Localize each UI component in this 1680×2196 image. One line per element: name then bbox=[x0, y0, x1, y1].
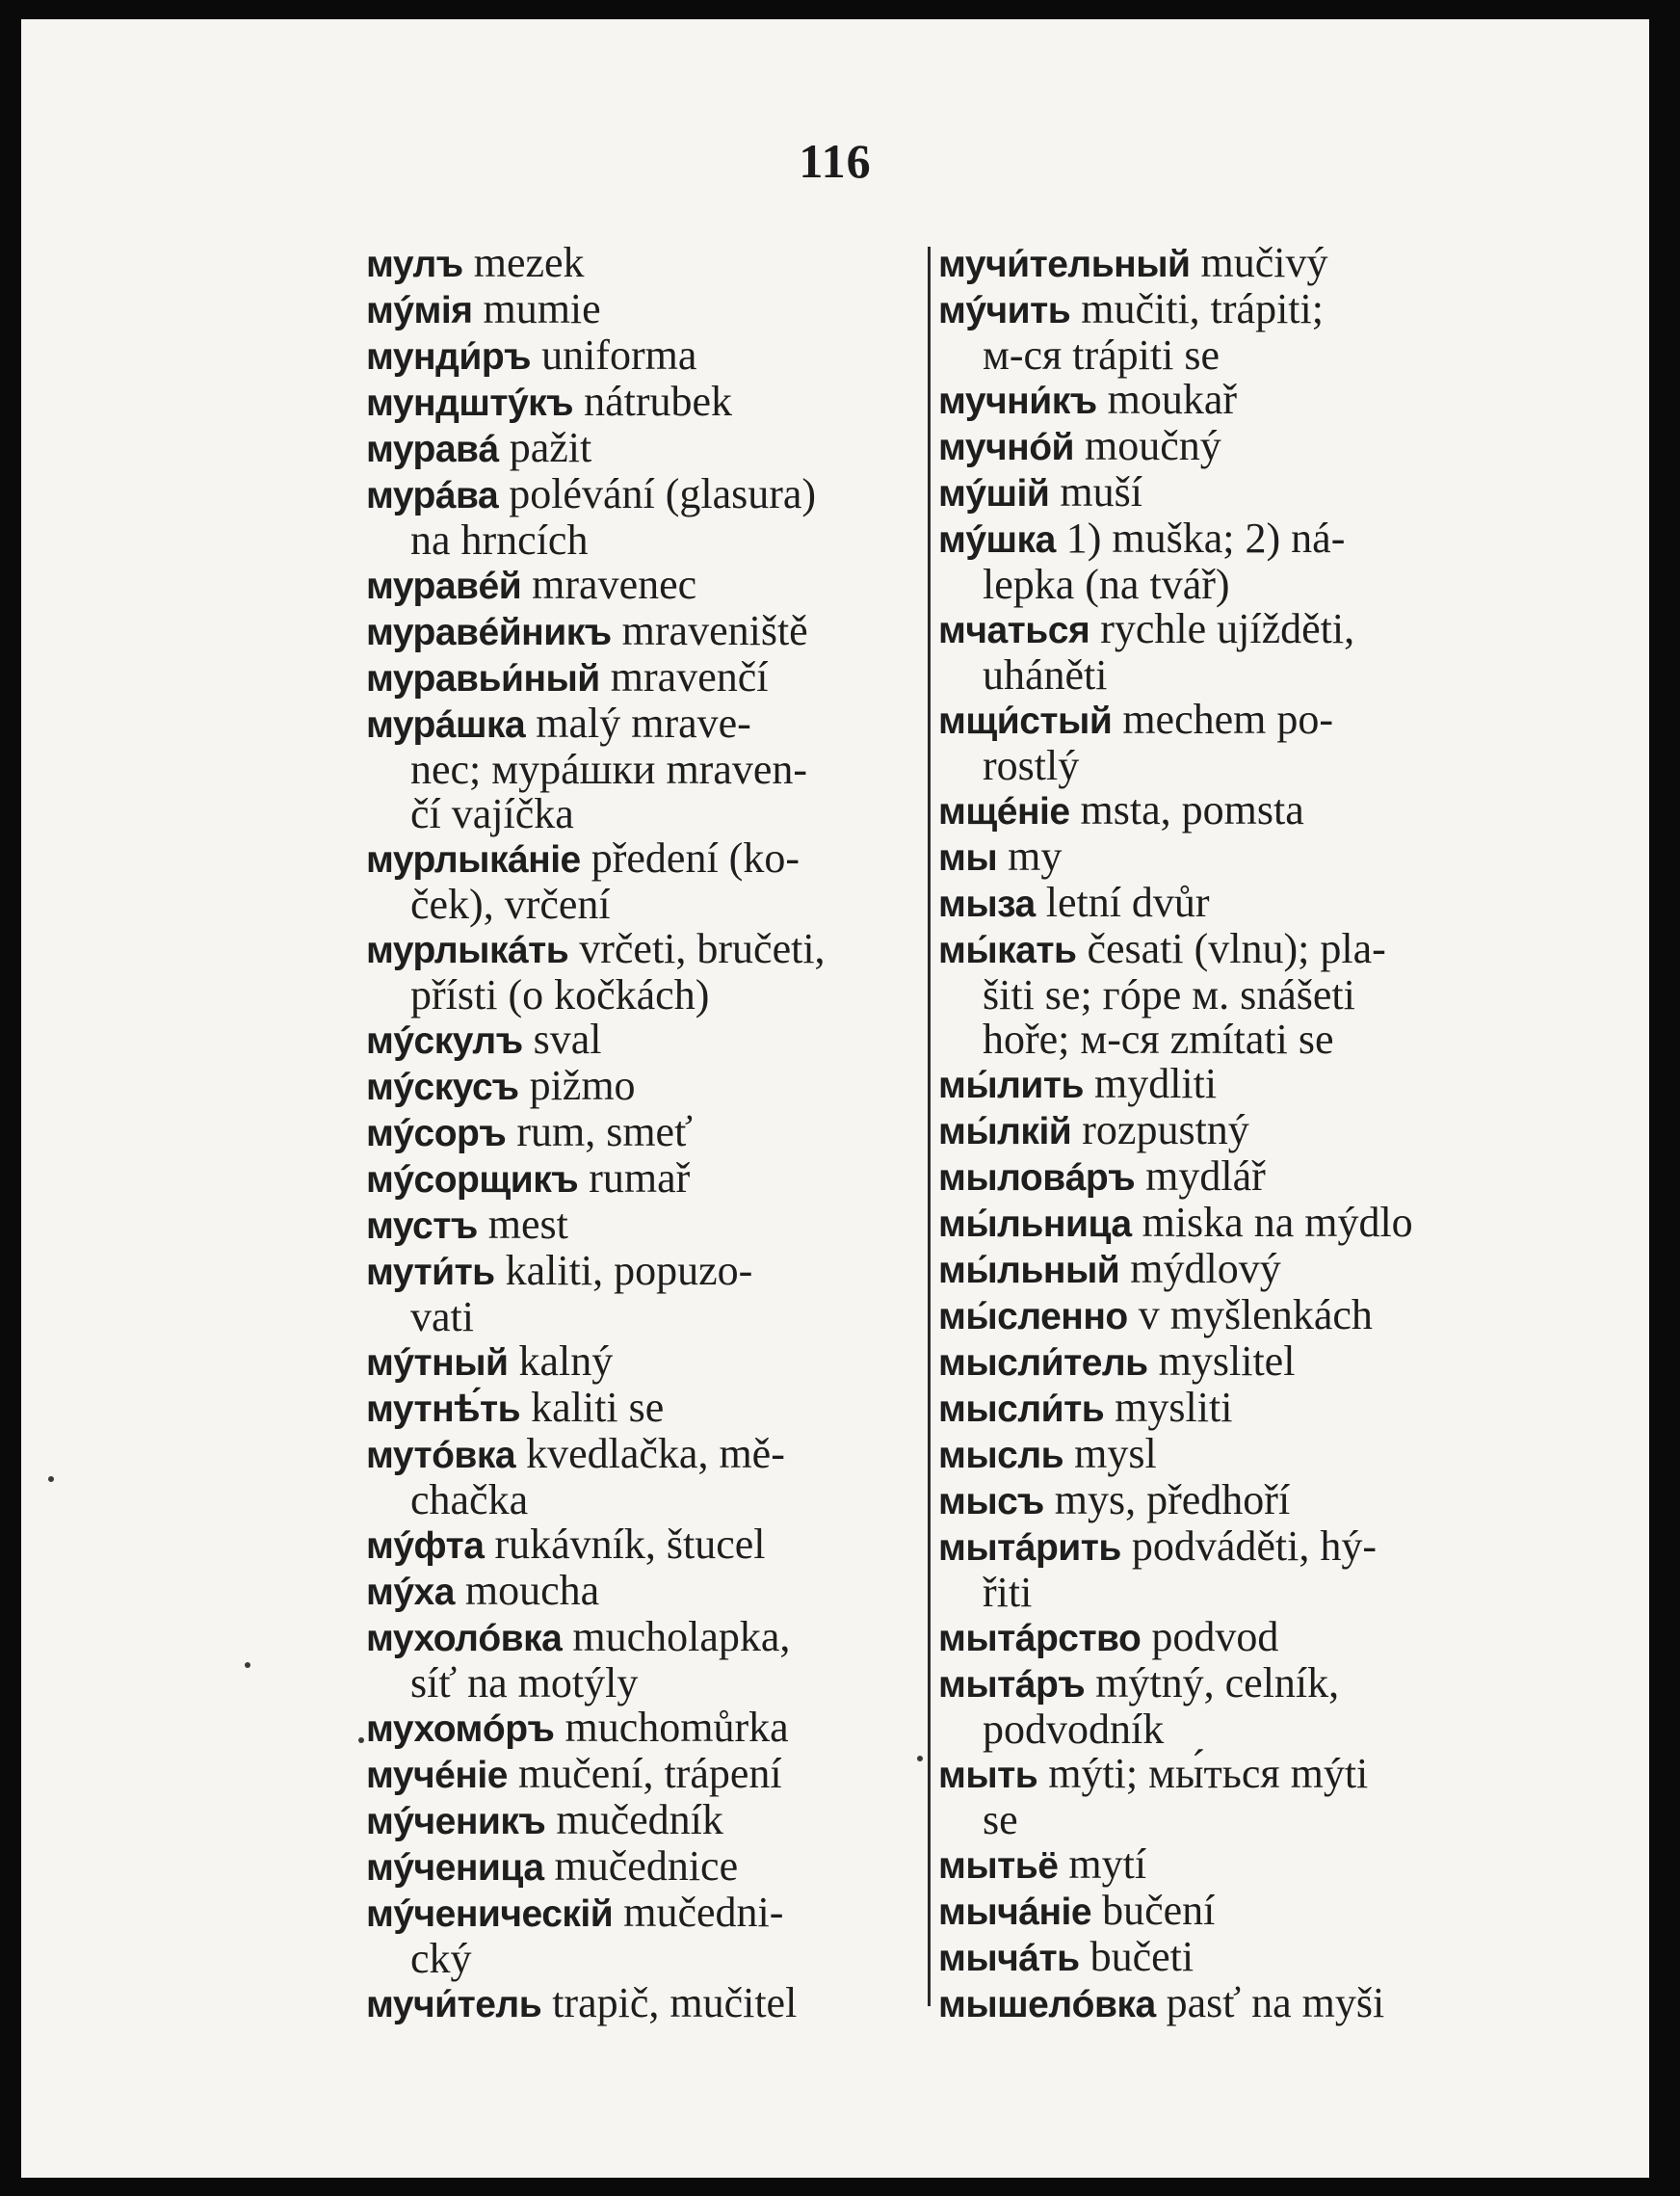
translation: myslitel bbox=[1158, 1337, 1296, 1385]
translation: malý mrave- bbox=[536, 700, 751, 747]
dictionary-entry bbox=[366, 1110, 944, 1156]
headword: муравéй bbox=[366, 566, 522, 607]
dictionary-entry bbox=[366, 609, 944, 655]
dictionary-entry bbox=[938, 1752, 1502, 1842]
translation-continuation: nec; мурáшки mraven- bbox=[410, 746, 808, 793]
translation: předení (ko- bbox=[591, 834, 800, 882]
dictionary-entry bbox=[366, 563, 944, 609]
dictionary-entry bbox=[938, 516, 1502, 607]
translation: muší bbox=[1060, 468, 1142, 516]
translation: sval bbox=[533, 1016, 602, 1063]
headword: мурáва bbox=[366, 475, 499, 516]
translation: vrčeti, bručeti, bbox=[579, 925, 826, 972]
headword: мы́лкій bbox=[938, 1111, 1072, 1152]
translation: mučednice bbox=[554, 1842, 739, 1890]
dictionary-entry bbox=[366, 1432, 944, 1522]
headword: мысли́ть bbox=[938, 1389, 1105, 1430]
headword: мышелóвка bbox=[938, 1984, 1156, 2025]
dictionary-entry bbox=[366, 1798, 944, 1844]
translation: rukávník, štucel bbox=[494, 1521, 766, 1568]
headword: мысль bbox=[938, 1435, 1064, 1476]
headword: муравьи́ный bbox=[366, 658, 600, 700]
translation: bučení bbox=[1102, 1887, 1216, 1934]
dictionary-entry bbox=[366, 472, 944, 563]
headword: мытáрить bbox=[938, 1527, 1121, 1569]
translation-continuation: se bbox=[983, 1796, 1018, 1843]
dictionary-entry bbox=[366, 655, 944, 701]
dictionary-entry bbox=[366, 1064, 944, 1110]
translation: polévání (glasura) bbox=[509, 470, 817, 517]
translation: moucha bbox=[464, 1567, 600, 1614]
right-column bbox=[938, 241, 1502, 2027]
headword: мýмія bbox=[366, 290, 473, 331]
dictionary-entry bbox=[938, 470, 1502, 516]
dictionary-entry bbox=[366, 241, 944, 287]
headword: муравá bbox=[366, 429, 499, 470]
dictionary-entry bbox=[938, 1842, 1502, 1889]
dictionary-entry bbox=[366, 1203, 944, 1249]
headword: мýченикъ bbox=[366, 1801, 546, 1842]
translation: nátrubek bbox=[584, 378, 733, 425]
translation: moučný bbox=[1085, 422, 1221, 469]
dictionary-entry bbox=[366, 836, 944, 927]
translation: mydliti bbox=[1093, 1060, 1218, 1107]
headword: мýченическій bbox=[366, 1893, 614, 1935]
dictionary-entry bbox=[366, 1249, 944, 1339]
dictionary-entry bbox=[938, 1981, 1502, 2027]
translation-continuation: chačka bbox=[410, 1476, 529, 1523]
translation-continuation: ček), vrčení bbox=[410, 881, 611, 928]
dictionary-entry bbox=[938, 1062, 1502, 1108]
headword: мýскусъ bbox=[366, 1067, 519, 1108]
translation-continuation: řiti bbox=[983, 1569, 1033, 1616]
dictionary-entry bbox=[366, 1018, 944, 1064]
headword: мýшій bbox=[938, 473, 1050, 515]
headword: мутнѣ́ть bbox=[366, 1389, 521, 1430]
dictionary-entry bbox=[366, 701, 944, 836]
dictionary-entry bbox=[366, 1706, 944, 1752]
translation-continuation: cký bbox=[410, 1935, 472, 1982]
translation-continuation: vati bbox=[410, 1293, 474, 1340]
translation: miska na mýdlo bbox=[1142, 1199, 1413, 1246]
translation: mraveniště bbox=[621, 607, 808, 654]
translation: mravenčí bbox=[610, 653, 769, 701]
headword: мýскулъ bbox=[366, 1020, 523, 1062]
translation-continuation: šiti se; гóре м. snášeti bbox=[983, 971, 1355, 1019]
dictionary-entry bbox=[366, 380, 944, 426]
translation: kaliti se bbox=[531, 1384, 665, 1431]
translation: mysliti bbox=[1115, 1384, 1233, 1431]
dictionary-entry bbox=[938, 834, 1502, 881]
headword: мутóвка bbox=[366, 1435, 516, 1476]
headword: мунди́ръ bbox=[366, 336, 532, 378]
translation: mučiti, trápiti; bbox=[1081, 285, 1324, 332]
translation: mysl bbox=[1074, 1430, 1157, 1477]
translation: mýdlový bbox=[1130, 1245, 1281, 1292]
translation-continuation: na hrncích bbox=[410, 516, 589, 564]
headword: мчаться bbox=[938, 610, 1090, 651]
translation: muchomůrka bbox=[564, 1704, 789, 1751]
translation: mest bbox=[487, 1201, 568, 1248]
headword: мыловáръ bbox=[938, 1157, 1136, 1199]
dictionary-entry bbox=[938, 1432, 1502, 1478]
translation: v myšlenkách bbox=[1138, 1291, 1373, 1338]
dictionary-entry bbox=[938, 287, 1502, 378]
translation: česati (vlnu); pla- bbox=[1087, 925, 1386, 972]
headword: мухолóвка bbox=[366, 1618, 563, 1659]
dictionary-page bbox=[21, 19, 1649, 2178]
translation: mucholapka, bbox=[572, 1613, 791, 1660]
translation-continuation: podvodník bbox=[983, 1706, 1165, 1753]
headword: мучи́тель bbox=[366, 1984, 542, 2025]
dictionary-entry bbox=[366, 426, 944, 472]
translation-continuation: síť na motýly bbox=[410, 1659, 639, 1707]
translation: mýtný, celník, bbox=[1095, 1659, 1340, 1707]
headword: мы bbox=[938, 837, 998, 879]
translation: rumař bbox=[589, 1154, 691, 1202]
headword: мундштýкъ bbox=[366, 383, 574, 424]
translation: pažit bbox=[509, 424, 592, 471]
dictionary-entry bbox=[366, 927, 944, 1018]
translation: my bbox=[1008, 833, 1063, 880]
headword: мучéніе bbox=[366, 1755, 508, 1796]
dictionary-entry bbox=[938, 927, 1502, 1062]
scan-speck bbox=[358, 1737, 364, 1743]
translation-continuation: rostlý bbox=[983, 742, 1080, 789]
headword: мýчить bbox=[938, 290, 1071, 331]
headword: мучнóй bbox=[938, 427, 1075, 468]
headword: мы́кать bbox=[938, 930, 1077, 971]
headword: мýха bbox=[366, 1572, 455, 1613]
scan-speck bbox=[245, 1662, 250, 1668]
dictionary-entry bbox=[938, 378, 1502, 424]
headword: мы́сленно bbox=[938, 1296, 1128, 1337]
headword: мысъ bbox=[938, 1481, 1044, 1522]
dictionary-entry bbox=[366, 1339, 944, 1386]
page-number: 116 bbox=[799, 134, 872, 188]
dictionary-entry bbox=[938, 1247, 1502, 1293]
dictionary-entry bbox=[938, 1201, 1502, 1247]
dictionary-entry bbox=[938, 1293, 1502, 1339]
dictionary-entry bbox=[366, 1569, 944, 1615]
headword: мýшка bbox=[938, 519, 1056, 561]
translation: msta, pomsta bbox=[1080, 786, 1304, 833]
translation: pižmo bbox=[529, 1062, 636, 1109]
headword: мухомóръ bbox=[366, 1708, 555, 1750]
translation: mučivý bbox=[1200, 239, 1328, 286]
translation-continuation: přísti (o kočkách) bbox=[410, 971, 710, 1019]
headword: мучни́къ bbox=[938, 381, 1097, 422]
dictionary-entry bbox=[938, 241, 1502, 287]
translation: mučení, trápení bbox=[517, 1750, 782, 1797]
headword: мурáшка bbox=[366, 704, 526, 746]
dictionary-entry bbox=[366, 1522, 944, 1569]
headword: мычáніе bbox=[938, 1892, 1092, 1933]
dictionary-entry bbox=[366, 287, 944, 333]
headword: мучи́тельный bbox=[938, 244, 1191, 285]
translation: podváděti, hý- bbox=[1131, 1522, 1377, 1570]
headword: мýченица bbox=[366, 1847, 544, 1889]
dictionary-entry bbox=[938, 1661, 1502, 1752]
translation-continuation: lepka (na tvář) bbox=[983, 561, 1230, 608]
headword: мурлыкáть bbox=[366, 930, 569, 971]
translation: moukař bbox=[1107, 376, 1238, 423]
dictionary-entry bbox=[938, 1889, 1502, 1935]
dictionary-entry bbox=[938, 1386, 1502, 1432]
headword: мщи́стый bbox=[938, 701, 1113, 742]
dictionary-entry bbox=[938, 1935, 1502, 1981]
translation: mumie bbox=[483, 285, 601, 332]
translation: trapič, mučitel bbox=[552, 1979, 798, 2026]
translation: mys, předhoří bbox=[1054, 1476, 1291, 1523]
translation: pasť na myši bbox=[1166, 1979, 1385, 2026]
translation: kalný bbox=[518, 1337, 614, 1385]
dictionary-entry bbox=[938, 788, 1502, 834]
translation: bučeti bbox=[1089, 1933, 1194, 1980]
translation: rozpustný bbox=[1082, 1106, 1249, 1153]
translation: mydlář bbox=[1145, 1152, 1266, 1200]
translation: letní dvůr bbox=[1045, 879, 1210, 926]
headword: мы́льный bbox=[938, 1250, 1120, 1291]
translation: podvod bbox=[1151, 1613, 1279, 1660]
translation: mýti; мы́ться mýti bbox=[1048, 1750, 1369, 1797]
headword: мути́ть bbox=[366, 1252, 495, 1293]
dictionary-entry bbox=[938, 1524, 1502, 1615]
headword: мýтный bbox=[366, 1342, 509, 1384]
dictionary-entry bbox=[366, 1615, 944, 1706]
headword: мычáть bbox=[938, 1938, 1080, 1979]
headword: мустъ bbox=[366, 1205, 478, 1247]
dictionary-entry bbox=[366, 1752, 944, 1798]
column-divider bbox=[928, 247, 931, 2006]
dictionary-entry bbox=[938, 1615, 1502, 1661]
translation: mravenec bbox=[532, 561, 697, 608]
translation: rychle ujížděti, bbox=[1100, 605, 1355, 652]
translation: kvedlačka, mě- bbox=[526, 1430, 785, 1477]
dictionary-entry bbox=[938, 1339, 1502, 1386]
translation: mechem po- bbox=[1122, 696, 1334, 743]
dictionary-entry bbox=[366, 333, 944, 380]
headword: муравéйникъ bbox=[366, 612, 612, 653]
headword: мыть bbox=[938, 1755, 1038, 1796]
translation-continuation: uháněti bbox=[983, 651, 1108, 699]
headword: мытьё bbox=[938, 1845, 1059, 1887]
translation: mučedni- bbox=[623, 1889, 784, 1936]
scan-speck bbox=[917, 1756, 923, 1761]
translation-continuation: čí vajíčka bbox=[410, 790, 574, 837]
left-column bbox=[366, 241, 944, 2027]
headword: мыза bbox=[938, 884, 1036, 925]
translation-continuation: hoře; м-ся zmítati se bbox=[983, 1016, 1334, 1063]
dictionary-entry bbox=[938, 1478, 1502, 1524]
dictionary-entry bbox=[366, 1844, 944, 1891]
headword: мурлыкáніе bbox=[366, 839, 581, 881]
headword: мы́лить bbox=[938, 1065, 1084, 1106]
dictionary-entry bbox=[938, 698, 1502, 788]
scan-speck bbox=[48, 1476, 54, 1482]
dictionary-entry bbox=[366, 1981, 944, 2027]
translation: uniforma bbox=[541, 331, 697, 379]
dictionary-entry bbox=[938, 424, 1502, 470]
headword: мщéніе bbox=[938, 791, 1070, 833]
translation: mučedník bbox=[556, 1796, 723, 1843]
dictionary-entry bbox=[366, 1386, 944, 1432]
headword: мытáрство bbox=[938, 1618, 1142, 1659]
translation-continuation: м-ся trápiti se bbox=[983, 331, 1220, 379]
translation: kaliti, popuzo- bbox=[505, 1247, 753, 1294]
headword: мулъ bbox=[366, 244, 463, 285]
translation: 1) muška; 2) ná- bbox=[1065, 515, 1346, 562]
dictionary-entry bbox=[938, 607, 1502, 698]
headword: мýсоръ bbox=[366, 1113, 507, 1154]
dictionary-entry bbox=[938, 1108, 1502, 1154]
dictionary-entry bbox=[938, 1154, 1502, 1201]
headword: мýсорщикъ bbox=[366, 1159, 579, 1201]
headword: мýфта bbox=[366, 1525, 485, 1567]
dictionary-entry bbox=[366, 1891, 944, 1981]
translation: mezek bbox=[473, 239, 585, 286]
dictionary-entry bbox=[938, 881, 1502, 927]
translation: rum, smeť bbox=[516, 1108, 693, 1155]
headword: мы́льница bbox=[938, 1204, 1132, 1245]
headword: мытáръ bbox=[938, 1664, 1086, 1706]
headword: мысли́тель bbox=[938, 1342, 1148, 1384]
dictionary-entry bbox=[366, 1156, 944, 1203]
translation: mytí bbox=[1068, 1840, 1147, 1888]
